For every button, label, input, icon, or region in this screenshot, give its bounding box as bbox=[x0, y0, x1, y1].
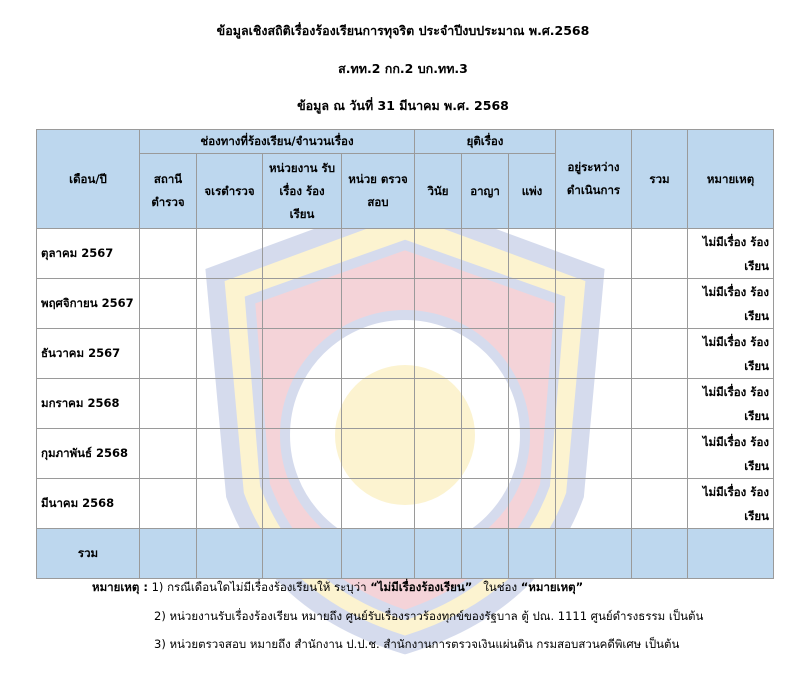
remark-cell: ไม่มีเรื่อง ร้องเรียน bbox=[688, 429, 774, 479]
remark-cell: ไม่มีเรื่อง ร้องเรียน bbox=[688, 329, 774, 379]
note-1-mid: ในช่อง bbox=[483, 580, 518, 594]
note-1-prefix: 1) กรณีเดือนใดไม่มีเรื่องร้องเรียนให้ ระบุว่า bbox=[151, 580, 367, 594]
month-cell: กุมภาพันธ์ 2568 bbox=[37, 429, 140, 479]
date-subtitle: ข้อมูล ณ วันที่ 31 มีนาคม พ.ศ. 2568 bbox=[297, 98, 509, 113]
header-complaint-unit: หน่วยงาน รับเรื่อง ร้องเรียน bbox=[263, 154, 342, 229]
note-3: 3) หน่วยตรวจสอบ หมายถึง สำนักงาน ป.ป.ช. สำนักงานการตรวจเงินแผ่นดิน กรมสอบสวนคดีพิเศษ เป็นต้น bbox=[154, 637, 680, 651]
table-row bbox=[37, 229, 774, 279]
remark-cell: ไม่มีเรื่อง ร้องเรียน bbox=[688, 279, 774, 329]
total-row bbox=[37, 529, 774, 579]
table-row bbox=[37, 479, 774, 529]
note-2: 2) หน่วยงานรับเรื่องร้องเรียน หมายถึง ศูนย์รับเรื่องราวร้องทุกข์ของรัฐบาล ตู้ ปณ. 1111 ศูนย์ดำรงธรรม เป็นต้น bbox=[154, 609, 704, 623]
remark-cell: ไม่มีเรื่อง ร้องเรียน bbox=[688, 479, 774, 529]
note-1-quote-remark: “หมายเหตุ” bbox=[520, 580, 584, 594]
header-month: เดือน/ปี bbox=[37, 130, 140, 229]
notes-label: หมายเหตุ : bbox=[92, 580, 148, 594]
month-cell: พฤศจิกายน 2567 bbox=[37, 279, 140, 329]
header-civil: แพ่ง bbox=[509, 154, 556, 229]
header-channels-group: ช่องทางที่ร้องเรียน/จำนวนเรื่อง bbox=[140, 130, 415, 154]
table-row bbox=[37, 379, 774, 429]
unit-subtitle: ส.ทท.2 กก.2 บก.ทท.3 bbox=[338, 61, 468, 76]
total-label: รวม bbox=[37, 529, 140, 579]
header-in-progress: อยู่ระหว่าง ดำเนินการ bbox=[556, 130, 632, 229]
header-police-station: สถานี ตำรวจ bbox=[140, 154, 197, 229]
header-investigator: จเรตำรวจ bbox=[197, 154, 263, 229]
header-resolved-group: ยุติเรื่อง bbox=[415, 130, 556, 154]
month-cell: มีนาคม 2568 bbox=[37, 479, 140, 529]
complaint-statistics-table bbox=[36, 129, 774, 579]
table-row bbox=[37, 329, 774, 379]
month-cell: ธันวาคม 2567 bbox=[37, 329, 140, 379]
month-cell: มกราคม 2568 bbox=[37, 379, 140, 429]
note-1-quote: “ไม่มีเรื่องร้องเรียน” bbox=[370, 580, 473, 594]
table-row bbox=[37, 429, 774, 479]
header-audit-unit: หน่วย ตรวจสอบ bbox=[342, 154, 415, 229]
month-cell: ตุลาคม 2567 bbox=[37, 229, 140, 279]
header-total: รวม bbox=[632, 130, 688, 229]
table-row bbox=[37, 279, 774, 329]
remark-cell: ไม่มีเรื่อง ร้องเรียน bbox=[688, 379, 774, 429]
document-title: ข้อมูลเชิงสถิติเรื่องร้องเรียนการทุจริต ประจำปีงบประมาณ พ.ศ.2568 bbox=[216, 23, 590, 38]
header-remark: หมายเหตุ bbox=[688, 130, 774, 229]
remark-cell: ไม่มีเรื่อง ร้องเรียน bbox=[688, 229, 774, 279]
header-discipline: วินัย bbox=[415, 154, 462, 229]
header-criminal: อาญา bbox=[462, 154, 509, 229]
